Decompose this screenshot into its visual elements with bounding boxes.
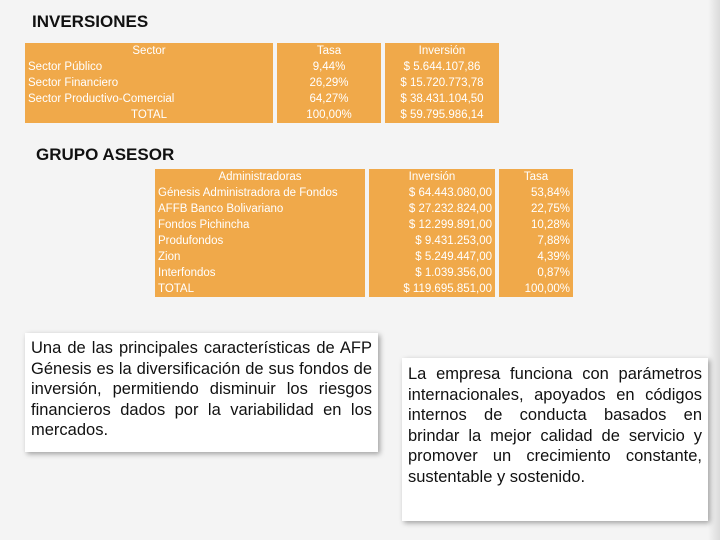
inversion-cell: $ 64.443.080,00: [369, 185, 495, 201]
table-row: [155, 249, 573, 265]
administradora-cell: Produfondos: [155, 233, 365, 249]
tasa-cell: 53,84%: [499, 185, 573, 201]
total-tasa: 100,00%: [499, 281, 573, 297]
tasa-cell: 22,75%: [499, 201, 573, 217]
text-box-left: Una de las principales características de AFP Génesis es la diversificación de sus fondos de inversión, permitiendo disminuir los riesgos financieros dados por la variabilidad en los mercados.: [25, 333, 378, 452]
tasa-cell: 10,28%: [499, 217, 573, 233]
administradora-cell: Fondos Pichincha: [155, 217, 365, 233]
administradora-cell: Interfondos: [155, 265, 365, 281]
table-row: [155, 265, 573, 281]
total-inversion: $ 119.695.851,00: [369, 281, 495, 297]
header-tasa: Tasa: [499, 169, 573, 185]
inversiones-title: INVERSIONES: [32, 12, 149, 31]
tasa-cell: 7,88%: [499, 233, 573, 249]
header-administradoras: Administradoras: [155, 169, 365, 185]
administradora-cell: Zion: [155, 249, 365, 265]
total-label: TOTAL: [155, 281, 365, 297]
total-tasa: 100,00%: [277, 107, 381, 123]
tasa-cell: 4,39%: [499, 249, 573, 265]
table-header-row: [25, 43, 499, 59]
table-row: [25, 91, 499, 107]
header-inversion: Inversión: [369, 169, 495, 185]
sector-cell: Sector Financiero: [25, 75, 273, 91]
table-row: [155, 217, 573, 233]
inversion-cell: $ 12.299.891,00: [369, 217, 495, 233]
text-box-right: La empresa funciona con parámetros internacionales, apoyados en códigos internos de conducta basados en brindar la mejor calidad de servicio y promover un crecimiento constante, sustentable y sostenido.: [402, 358, 708, 521]
inversion-cell: $ 38.431.104,50: [385, 91, 499, 107]
grupo-asesor-table: [155, 169, 573, 297]
slide-edge-shadow: [708, 0, 720, 540]
inversion-cell: $ 27.232.824,00: [369, 201, 495, 217]
inversion-cell: $ 9.431.253,00: [369, 233, 495, 249]
tasa-cell: 9,44%: [277, 59, 381, 75]
total-inversion: $ 59.795.986,14: [385, 107, 499, 123]
tasa-cell: 64,27%: [277, 91, 381, 107]
tasa-cell: 26,29%: [277, 75, 381, 91]
inversion-cell: $ 5.249.447,00: [369, 249, 495, 265]
grupo-asesor-title: GRUPO ASESOR: [36, 145, 175, 164]
table-total-row: [155, 281, 573, 297]
header-tasa: Tasa: [277, 43, 381, 59]
sector-cell: Sector Público: [25, 59, 273, 75]
table-row: [25, 75, 499, 91]
administradora-cell: AFFB Banco Bolivariano: [155, 201, 365, 217]
table-row: [155, 201, 573, 217]
table-total-row: [25, 107, 499, 123]
table-row: [155, 233, 573, 249]
table-row: [25, 59, 499, 75]
sector-cell: Sector Productivo-Comercial: [25, 91, 273, 107]
inversion-cell: $ 1.039.356,00: [369, 265, 495, 281]
inversion-cell: $ 15.720.773,78: [385, 75, 499, 91]
inversion-cell: $ 5.644.107,86: [385, 59, 499, 75]
administradora-cell: Génesis Administradora de Fondos: [155, 185, 365, 201]
table-header-row: [155, 169, 573, 185]
tasa-cell: 0,87%: [499, 265, 573, 281]
inversiones-table: [25, 43, 499, 123]
header-inversion: Inversión: [385, 43, 499, 59]
total-label: TOTAL: [25, 107, 273, 123]
header-sector: Sector: [25, 43, 273, 59]
table-row: [155, 185, 573, 201]
